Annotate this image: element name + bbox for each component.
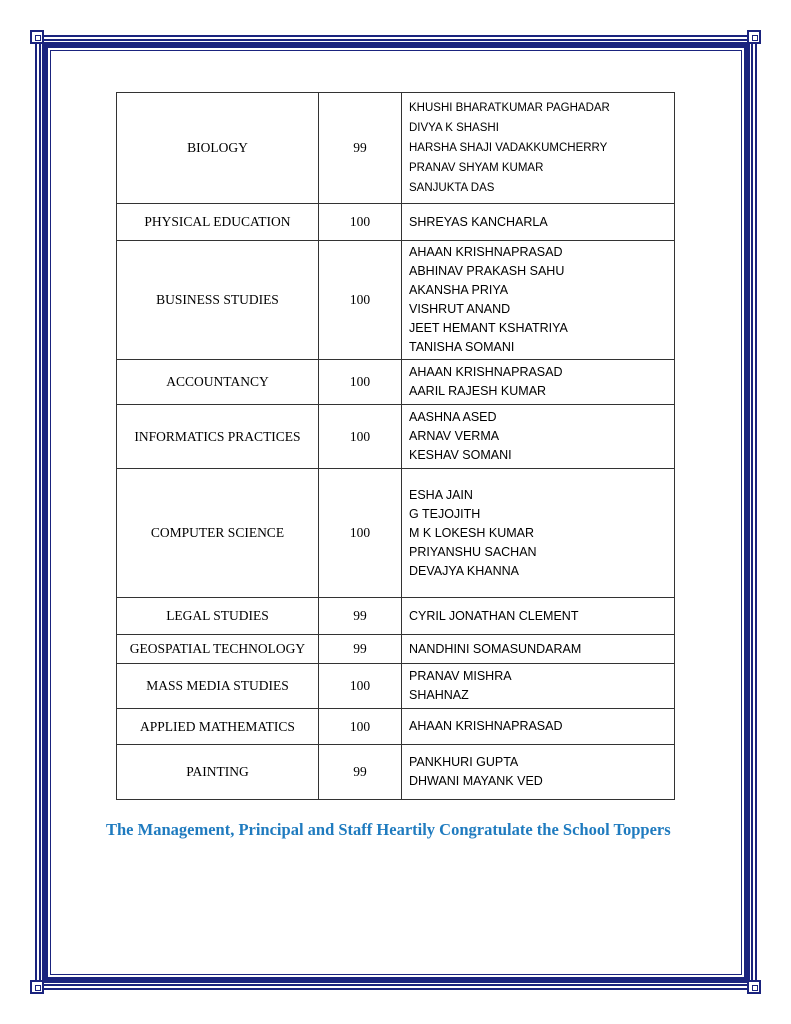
- names-cell: [402, 469, 675, 598]
- student-name: PRANAV SHYAM KUMAR: [409, 162, 544, 174]
- names-cell: [402, 664, 675, 709]
- subject-cell: GEOSPATIAL TECHNOLOGY: [117, 635, 319, 664]
- table-row: [117, 241, 675, 360]
- student-name: TANISHA SOMANI: [409, 340, 515, 354]
- student-name: PRIYANSHU SACHAN: [409, 544, 537, 559]
- student-name: G TEJOJITH: [409, 506, 481, 521]
- score-cell: 100: [319, 664, 402, 709]
- student-name: ARNAV VERMA: [409, 429, 500, 443]
- score-cell: 99: [319, 598, 402, 635]
- student-name: DHWANI MAYANK VED: [409, 774, 543, 788]
- names-cell: [402, 745, 675, 800]
- names-cell: [402, 360, 675, 405]
- corner-ornament-bottom-right: [747, 980, 761, 994]
- score-cell: 100: [319, 709, 402, 745]
- table-row: [117, 405, 675, 469]
- score-cell: 99: [319, 745, 402, 800]
- score-cell: 100: [319, 469, 402, 598]
- score-cell: 100: [319, 405, 402, 469]
- student-name: ESHA JAIN: [409, 487, 473, 502]
- subject-cell: BIOLOGY: [117, 93, 319, 204]
- student-name: HARSHA SHAJI VADAKKUMCHERRY: [409, 142, 608, 154]
- names-cell: [402, 241, 675, 360]
- corner-ornament-top-left: [30, 30, 44, 44]
- table-row: [117, 93, 675, 204]
- toppers-table: [116, 92, 675, 800]
- table-row: [117, 635, 675, 664]
- subject-cell: BUSINESS STUDIES: [117, 241, 319, 360]
- subject-cell: MASS MEDIA STUDIES: [117, 664, 319, 709]
- subject-cell: ACCOUNTANCY: [117, 360, 319, 405]
- student-name: DEVAJYA KHANNA: [409, 563, 519, 578]
- student-name: AKANSHA PRIYA: [409, 283, 509, 297]
- table-row: [117, 664, 675, 709]
- student-name: SANJUKTA DAS: [409, 182, 495, 194]
- student-name: ABHINAV PRAKASH SAHU: [409, 264, 565, 278]
- table-row: [117, 745, 675, 800]
- subject-cell: INFORMATICS PRACTICES: [117, 405, 319, 469]
- student-name: SHREYAS KANCHARLA: [409, 214, 548, 229]
- table-row: [117, 709, 675, 745]
- student-name: NANDHINI SOMASUNDARAM: [409, 641, 582, 656]
- names-cell: [402, 635, 675, 664]
- congratulations-message: The Management, Principal and Staff Heartily Congratulate the School Toppers: [106, 820, 671, 839]
- score-cell: 99: [319, 635, 402, 664]
- score-cell: 100: [319, 204, 402, 241]
- student-name: JEET HEMANT KSHATRIYA: [409, 321, 568, 335]
- student-name: DIVYA K SHASHI: [409, 122, 499, 134]
- student-name: VISHRUT ANAND: [409, 302, 511, 316]
- student-name: KHUSHI BHARATKUMAR PAGHADAR: [409, 102, 610, 114]
- table-row: [117, 598, 675, 635]
- corner-ornament-top-right: [747, 30, 761, 44]
- subject-cell: APPLIED MATHEMATICS: [117, 709, 319, 745]
- table-row: [117, 204, 675, 241]
- student-name: PRANAV MISHRA: [409, 669, 512, 683]
- student-name: SHAHNAZ: [409, 688, 469, 702]
- names-cell: [402, 598, 675, 635]
- table-row: [117, 360, 675, 405]
- names-cell: [402, 709, 675, 745]
- student-name: AHAAN KRISHNAPRASAD: [409, 245, 563, 259]
- student-name: CYRIL JONATHAN CLEMENT: [409, 608, 579, 623]
- student-name: AASHNA ASED: [409, 410, 497, 424]
- subject-cell: LEGAL STUDIES: [117, 598, 319, 635]
- names-cell: [402, 93, 675, 204]
- names-cell: [402, 405, 675, 469]
- score-cell: 99: [319, 93, 402, 204]
- student-name: AARIL RAJESH KUMAR: [409, 384, 547, 398]
- student-name: AHAAN KRISHNAPRASAD: [409, 719, 563, 733]
- subject-cell: PHYSICAL EDUCATION: [117, 204, 319, 241]
- table-row: [117, 469, 675, 598]
- score-cell: 100: [319, 360, 402, 405]
- student-name: M K LOKESH KUMAR: [409, 525, 535, 540]
- names-cell: [402, 204, 675, 241]
- student-name: PANKHURI GUPTA: [409, 755, 519, 769]
- subject-cell: COMPUTER SCIENCE: [117, 469, 319, 598]
- subject-cell: PAINTING: [117, 745, 319, 800]
- student-name: AHAAN KRISHNAPRASAD: [409, 365, 563, 379]
- corner-ornament-bottom-left: [30, 980, 44, 994]
- student-name: KESHAV SOMANI: [409, 448, 512, 462]
- score-cell: 100: [319, 241, 402, 360]
